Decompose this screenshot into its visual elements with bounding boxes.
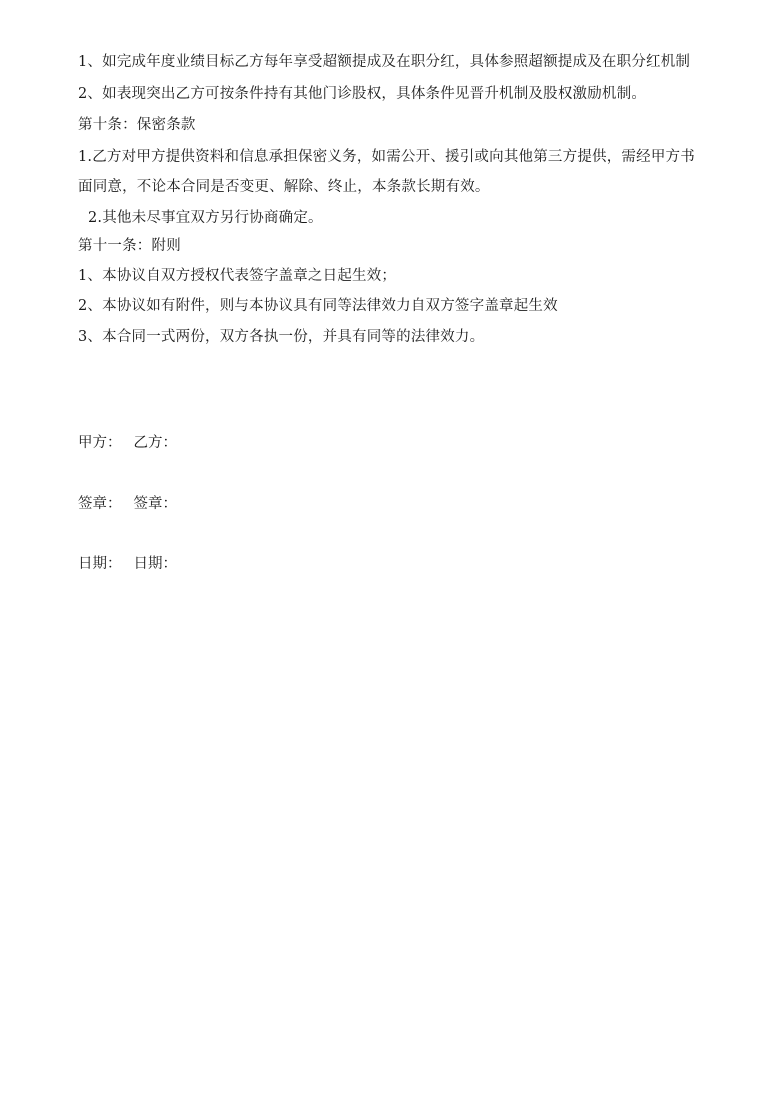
- supplementary-heading: 第十一条：附则: [78, 238, 181, 254]
- party-a-label: 甲方：: [78, 435, 122, 451]
- supplementary-item-2: 2、本协议如有附件，则与本协议具有同等法律效力自双方签字盖章起生效: [78, 298, 558, 314]
- date-a-label: 日期：: [78, 556, 122, 572]
- seal-b-label: 签章：: [133, 496, 177, 512]
- seal-a-label: 签章：: [78, 496, 122, 512]
- signature-seal-row: [78, 494, 177, 514]
- confidentiality-item-2: 2.其他未尽事宜双方另行协商确定。: [88, 210, 323, 226]
- confidentiality-item-1-line-1: 1.乙方对甲方提供资料和信息承担保密义务，如需公开、援引或向其他第三方提供，需经甲方书: [78, 149, 695, 165]
- supplementary-item-3: 3、本合同一式两份，双方各执一份，并具有同等的法律效力。: [78, 329, 485, 345]
- party-b-label: 乙方：: [133, 435, 177, 451]
- supplementary-item-1: 1、本协议自双方授权代表签字盖章之日起生效；: [78, 268, 397, 284]
- bonus-item-1: 1、如完成年度业绩目标乙方每年享受超额提成及在职分红，具体参照超额提成及在职分红机制: [78, 54, 691, 70]
- bonus-item-2: 2、如表现突出乙方可按条件持有其他门诊股权，具体条件见晋升机制及股权激励机制。: [78, 86, 647, 102]
- date-b-label: 日期：: [133, 556, 177, 572]
- signature-party-row: [78, 433, 177, 453]
- signature-date-row: [78, 554, 177, 574]
- confidentiality-heading: 第十条：保密条款: [78, 117, 196, 133]
- confidentiality-item-1-line-2: 面同意，不论本合同是否变更、解除、终止，本条款长期有效。: [78, 179, 490, 195]
